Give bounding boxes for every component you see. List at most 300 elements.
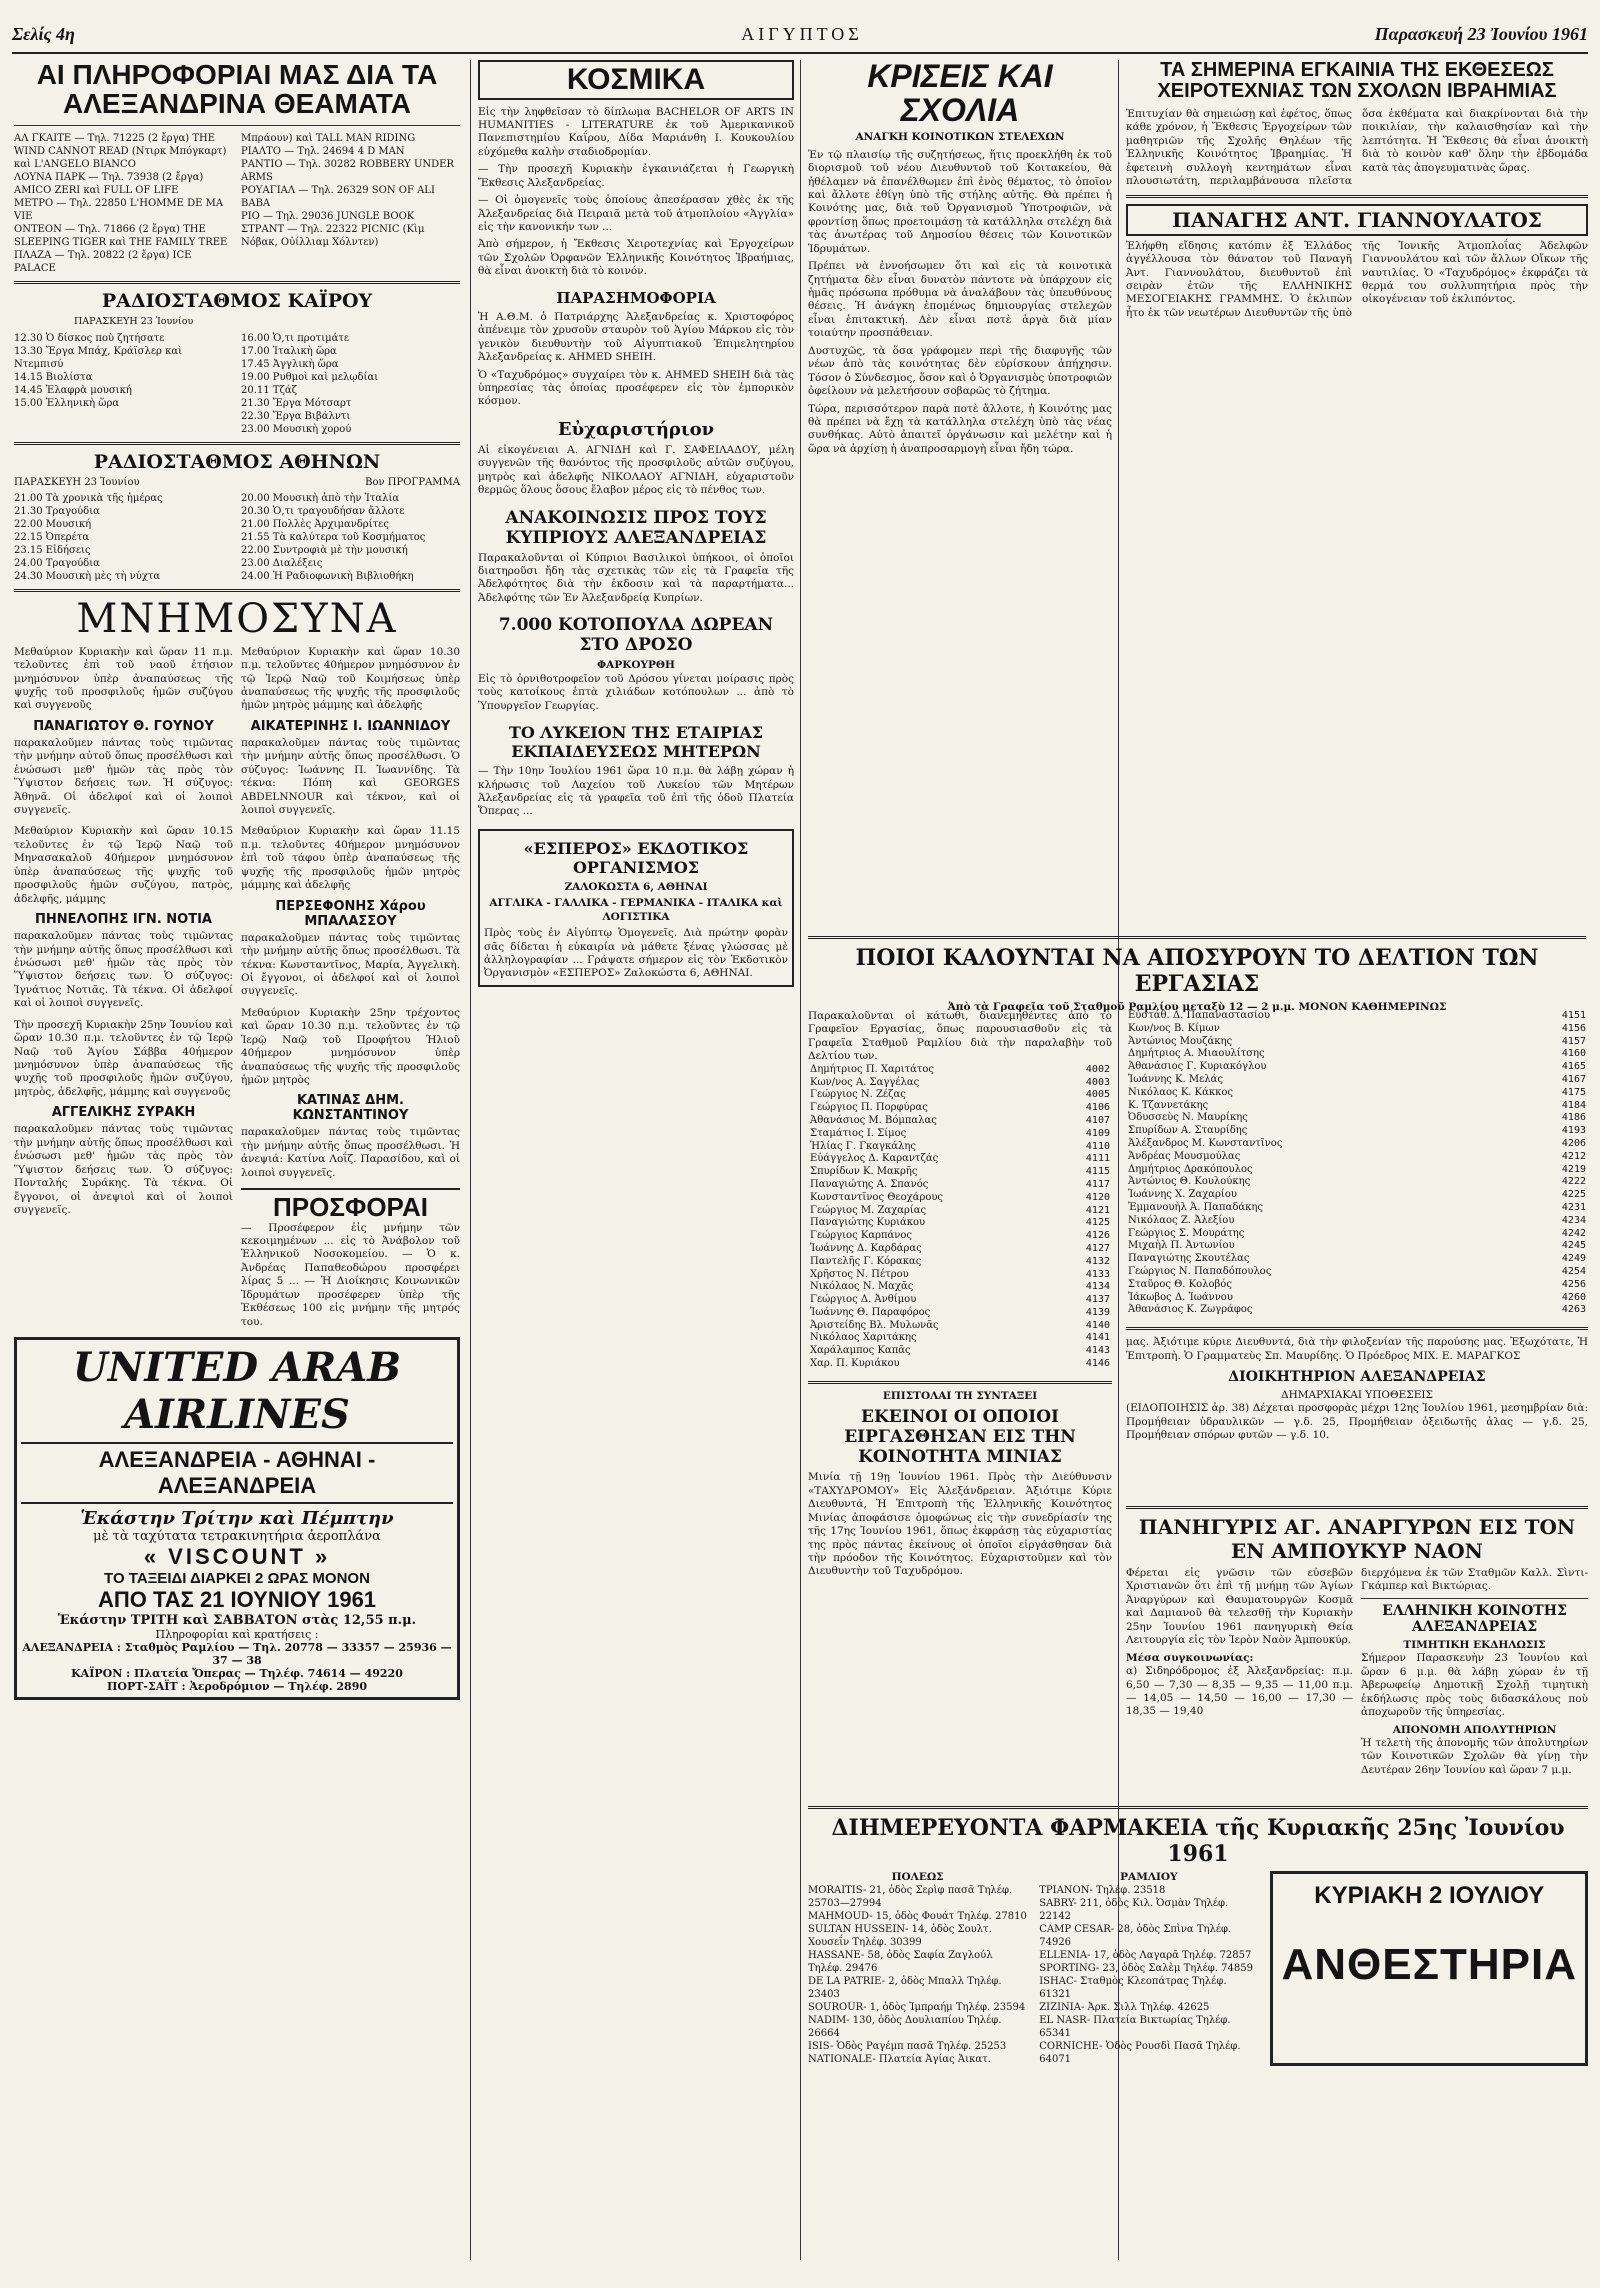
worker-number: 4003 — [1085, 1076, 1110, 1088]
uaa-aircraft: « VISCOUNT » — [143, 1544, 331, 1570]
worker-number: 4156 — [1561, 1022, 1586, 1034]
pharmacies-left — [808, 1884, 1027, 2066]
worker-number: 4005 — [1085, 1089, 1110, 1101]
dorea-text: Εἰς τὸ ὀρνιθοτροφεῖον τοῦ Δρόσου γίνεται μοίρασις πρὸς τοὺς κατοίκους ἑπτὰ χιλιάδων κοτόπουλων ... ἀπὸ τὸ Ὑπουργεῖον Γεωργίας. — [478, 672, 794, 712]
section-bottom — [808, 1800, 1588, 2066]
pharmacies-left-head: ΠΟΛΕΩΣ — [891, 1871, 944, 1883]
radio-athens-left — [14, 492, 233, 583]
radio-item: 14.45 Ἐλαφρὰ μουσική — [14, 384, 132, 396]
esperos-address: ΖΑΛΟΚΩΣΤΑ 6, ΑΘΗΝΑΙ — [564, 880, 708, 893]
worker-number: 4137 — [1085, 1294, 1110, 1306]
pharmacies-right-head: ΡΑΜΛΙΟΥ — [1120, 1871, 1178, 1883]
kosmika-p1: Εἰς τὴν ληφθεῖσαν τὸ δίπλωμα BACHELOR OF ARTS IN HUMANITIES - LITERATURE ἐκ τοῦ Ἀμερικανικοῦ Πανεπιστημίου Καΐρου, Δίδα Μαριάνθη Ι. Κουκουλίου εὐχόμεθα καλὴν σταδιοδρομίαν. — [478, 105, 794, 158]
worker-number: 4186 — [1561, 1112, 1586, 1124]
table-row — [808, 1294, 1112, 1307]
community-text: Σήμερον Παρασκευὴν 23 Ἰουνίου καὶ ὥραν 6 μ.μ. θὰ λάβῃ χώραν ἐν τῇ Ἀβερωφείῳ Δημοτικῇ Σχολῇ τιμητικὴ ἐκδήλωσις πρὸς τοὺς διδασκάλους ποὺ ἀποχωροῦν τῆς ὑπηρεσίας. — [1361, 1652, 1588, 1719]
panigyris-grid — [1126, 1567, 1588, 1777]
memorial-name: ΑΓΓΕΛΙΚΗΣ ΣΥΡΑΚΗ — [51, 1105, 196, 1121]
worker-name: Κωνσταντῖνος Θεοχάρους — [810, 1191, 944, 1203]
pharmacy-entry: EL NASR- Πλατεία Βικτωρίας Τηλέφ. 65341 — [1039, 2015, 1231, 2040]
offerings-heading: ΠΡΟΣΦΟΡΑΙ — [241, 1188, 460, 1221]
column-rule — [470, 60, 471, 2260]
panigyris-times: α) Σιδηρόδρομος ἐξ Ἀλεξανδρείας: π.μ. 6,50 — 7,30 — 8,35 — 9,35 — 11,00 π.μ. — 14,05 — 14,50 — 16,00 — 17,30 — 18,35 — 19,40 — [1126, 1665, 1353, 1718]
table-row — [808, 1128, 1112, 1141]
radio-cairo-left — [14, 332, 233, 436]
radio-item: 17.00 Ἰταλικὴ ὥρα — [241, 345, 337, 357]
table-row — [1126, 1176, 1588, 1189]
worker-number: 4141 — [1085, 1332, 1110, 1344]
worker-number: 4140 — [1085, 1319, 1110, 1331]
memorial-intro: Μεθαύριον Κυριακὴν καὶ ὥραν 10.15 τελοῦντες ἐν τῷ Ἱερῷ Ναῷ τοῦ Μηνασακαλοῦ 40ήμερον μνημόσυνον ὑπὲρ ἀναπαύσεως τῆς ψυχῆς τοῦ προσφιλοῦς ἡμῶν συζύγου, πατρὸς, ἀδελφῆς, μάμμης — [14, 825, 233, 905]
memorial-notice — [14, 1019, 233, 1218]
worker-name: Γεώργιος Ν. Παπαδόπουλος — [1128, 1265, 1272, 1277]
kosmika-p2: — Τὴν προσεχῆ Κυριακὴν ἐγκαινιάζεται ἡ Γεωργικὴ Ἔκθεσις Ἀλεξανδρείας. — [478, 163, 794, 189]
table-row — [1126, 1074, 1588, 1087]
radio-item: 13.30 Ἔργα Μπάχ, Κράϊσλερ καὶ Ντεμπισύ — [14, 345, 183, 370]
worker-name: Γεώργιος Δ. Ἀνθίμου — [810, 1294, 917, 1306]
radio-item: 20.00 Μουσικὴ ἀπὸ τὴν Ἰταλία — [241, 492, 400, 504]
worker-name: Σταῦρος Θ. Κολοβός — [1128, 1278, 1232, 1290]
worker-name: Σταμάτιος Ι. Σίμος — [810, 1127, 907, 1139]
cinema-listing: ΣΤΡΑΝΤ — Τηλ. 22322 PICNIC (Κὶμ Νόβακ, Οὐίλλιαμ Χόλντεν) — [241, 223, 425, 248]
column-entertainment — [14, 60, 460, 1700]
worker-name: Χρῆστος Ν. Πέτρου — [810, 1268, 909, 1280]
radio-item: 23.00 Μουσικὴ χορού — [241, 423, 352, 435]
shows-heading: ΑΙ ΠΛΗΡΟΦΟΡΙΑΙ ΜΑΣ ΔΙΑ ΤΑ ΑΛΕΞΑΝΔΡΙΝΑ ΘΕΑΜΑΤΑ — [36, 60, 438, 120]
table-row — [808, 1217, 1112, 1230]
shows-list-right — [241, 132, 460, 275]
worker-name: Δημήτριος Δρακόπουλος — [1128, 1163, 1253, 1175]
worker-number: 4165 — [1561, 1061, 1586, 1073]
table-row — [1126, 1010, 1588, 1023]
table-row — [1126, 1266, 1588, 1279]
table-row — [1126, 1023, 1588, 1036]
table-row — [1126, 1189, 1588, 1202]
worker-name: Ὀδυσσεὺς Ν. Μαυρίκης — [1128, 1112, 1248, 1124]
radio-item: 20.30 Ὁ,τι τραγουδήσαν ἄλλοτε — [241, 505, 405, 517]
thanks-text: Αἱ εἰκογένειαι Α. ΑΓΝΙΔΗ καὶ Γ. ΣΑΦΕΙΛΑΔΟΥ, μέλη συγγενῶν τῆς θανόντος τῆς προσφιλοῦς αὐτῶν συζύγου, μητρὸς καὶ ἀδελφῆς ΝΙΚΟΛΑΟΥ ΑΓΝΙΔΗ, εὐχαριστοῦν θερμῶς ὅλους ὅσους ἔλαβον μέρος εἰς τὸ πένθος των. — [478, 443, 794, 497]
worker-name: Ἀνδρέας Μουσμούλας — [1128, 1150, 1241, 1162]
radio-item: 12.30 Ὁ δίσκος ποὺ ζητήσατε — [14, 332, 165, 344]
cinema-listing: ΜΕΤΡΟ — Τηλ. 22850 L'HOMME DE MA VIE — [14, 197, 224, 222]
uaa-days: Ἑκάστην Τρίτην καὶ Πέμπτην — [80, 1508, 394, 1530]
pharmacies-heading: ΔΙΗΜΕΡΕΥΟΝΤΑ ΦΑΡΜΑΚΕΙΑ τῆς Κυριακῆς 25ης Ἰουνίου 1961 — [831, 1815, 1565, 1867]
table-row — [1126, 1228, 1588, 1241]
table-row — [1126, 1061, 1588, 1074]
radio-item: 24.00 Ἡ Ραδιοφωνικὴ Βιβλιοθήκη — [241, 570, 414, 582]
worker-number: 4254 — [1561, 1265, 1586, 1277]
memorial-name: ΚΑΤΙΝΑΣ ΔΗΜ. ΚΩΝΣΤΑΝΤΙΝΟΥ — [292, 1093, 409, 1124]
table-row — [808, 1230, 1112, 1243]
pharmacies-grid — [808, 1871, 1588, 2066]
community-heading: ΕΛΛΗΝΙΚΗ ΚΟΙΝΟΤΗΣ ΑΛΕΞΑΝΔΡΕΙΑΣ — [1361, 1598, 1588, 1635]
table-row — [808, 1243, 1112, 1256]
table-row — [808, 1307, 1112, 1320]
cyprus-heading: ΑΝΑΚΟΙΝΩΣΙΣ ΠΡΟΣ ΤΟΥΣ ΚΥΠΡΙΟΥΣ ΑΛΕΞΑΝΔΡΕΙΑΣ — [505, 507, 767, 548]
worker-name: Ἀντώνιος Θ. Κουλούκης — [1128, 1176, 1251, 1188]
offerings-text: — Προσέφερον ἐἰς μνήμην τῶν κεκοιμημένων ... εἰς τὸ Ἀνάβολον τοῦ Ἑλληνικοῦ Νοσοκομείου. — Ὁ κ. Ἀνδρέας Παπαθεοδώρου προσφέρει λίρας 5 ... — Ἡ Διοίκησις Κοινωνικῶν Ἱδρυμάτων προσέφερεν ὑπὲρ τῆς Ἐκθέσεως 100 εἰς μνήμην τῆς μητρός του. — [241, 1221, 460, 1328]
radio-cairo-right — [241, 332, 460, 436]
anthestiria-date: ΚΥΡΙΑΚΗ 2 ΙΟΥΛΙΟΥ — [1314, 1882, 1545, 1909]
table-row — [808, 1345, 1112, 1358]
kriseis-p2: Πρέπει νὰ ἐννοήσωμεν ὅτι καὶ εἰς τὰ κοινοτικὰ ζητήματα δὲν εἶναι δυνατὸν πάντοτε νὰ ὑπάρχουν εἰς ἡμᾶς πρόσωπα πρόθυμα νὰ ἀναλάβουν τὰς ὑπευθύνους θέσεις. Ἡ ἀνάγκη ἑπομένως δημιουργίας στελεχῶν εἶναι ἐπιτακτική. Δὲν εἶναι ποτὲ ἀργὰ διὰ μίαν τοιαύτην προσπάθειαν. — [808, 260, 1112, 340]
table-row — [808, 1205, 1112, 1218]
worker-name: Ἀντώνιος Μουζάκης — [1128, 1035, 1233, 1047]
pharmacy-entry: NATIONALE- Πλατεία Ἀγίας Ἀικατ. — [808, 2054, 991, 2066]
worker-name: Δημήτριος Α. Μιαουλίτσης — [1128, 1048, 1265, 1060]
table-row — [1126, 1087, 1588, 1100]
lyceum-heading: ΤΟ ΛΥΚΕΙΟΝ ΤΗΣ ΕΤΑΙΡΙΑΣ ΕΚΠΑΙΔΕΥΣΕΩΣ ΜΗΤΕΡΩΝ — [508, 723, 764, 762]
letters-notice: (ΕΙΔΟΠΟΙΗΣΙΣ ἀρ. 38) Δέχεται προσφορὰς μέχρι 12ης Ἰουλίου 1961, μεσημβρίαν διὰ: Προμήθειαν ὑδραυλικῶν — γ.δ. 25, Προμήθειαν ὀξειδωτῆς ἁλας — γ.δ. 25, Προμήθειαν σπόρων φυτῶν — γ.δ. 10. — [1126, 1402, 1588, 1442]
table-row — [1126, 1279, 1588, 1292]
pharmacy-entry: HASSANE- 58, ὁδὸς Σαφία Ζαγλούλ Τηλέφ. 29476 — [808, 1950, 993, 1975]
memorial-name: ΠΗΝΕΛΟΠΗΣ ΙΓΝ. ΝΟΤΙΑ — [35, 912, 212, 928]
worker-name: Ἐμμανουὴλ Ἀ. Παπαδάκης — [1128, 1201, 1263, 1213]
radio-item: 24.30 Μουσικὴ μὲς τὴ νύχτα — [14, 570, 161, 582]
radio-item: 20.11 Τζάζ — [241, 384, 298, 396]
memorial-name: ΠΑΝΑΓΙΩΤΟΥ Θ. ΓΟΥΝΟΥ — [33, 718, 214, 734]
cinema-listing: ΛΟΥΝΑ ΠΑΡΚ — Τηλ. 73938 (2 ἔργα) AMICO ZERI καὶ FULL OF LIFE — [14, 171, 204, 196]
letters-right: μας. Ἀξιότιμε κύριε Διευθυντά, διὰ τὴν φιλοξενίαν τῆς παρούσης μας. Ἐξωχότατε, Ἡ Ἐπιτροπὴ. Ὁ Γραμματεὺς Σπ. Μαυρίδης. Ὁ Πρόεδρος ΜΙΧ. Ε. ΜΑΡΑΓΚΟΣ — [1126, 1336, 1588, 1362]
table-row — [1126, 1151, 1588, 1164]
esperos-advert — [478, 829, 794, 987]
memorial-body: παρακαλοῦμεν πάντας τοὺς τιμῶντας τὴν μνήμην αὐτῆς ὅπως προσέλθωσι. Τὰ τέκνα: Κωνσταντῖνος, Μαρία, Ἀγγελικὴ. Οἱ ἔγγονοι, οἱ ἀδελφοί καὶ οἱ λοιποὶ συγγενεῖς. — [241, 931, 460, 998]
worker-name: Ἠλίας Γ. Γκαγκάλης — [810, 1140, 916, 1152]
kriseis-subtitle: ΑΝΑΓΚΗ ΚΟΙΝΟΤΙΚΩΝ ΣΤΕΛΕΧΩΝ — [855, 131, 1065, 144]
cyprus-text: Παρακαλοῦνται οἱ Κύπριοι Βασιλικοὶ ὑπήκοοι, οἱ ὁποῖοι διατηροῦσι ἤδη τὰς σχετικὰς τῶν εἰς τὰ Γραφεῖα τῆς Ἀδελφότητος διὰ τὴν ἐκδοσιν καὶ τὰ παραρτήματα... Ἀδελφότης τῶν Ἐν Ἀλεξανδρείᾳ Κυπρίων. — [478, 551, 794, 604]
table-row — [808, 1166, 1112, 1179]
worker-name: Ἀριστείδης Βλ. Μυλωνᾶς — [810, 1319, 939, 1331]
memorial-intro: Τὴν προσεχῆ Κυριακὴν 25ην Ἰουνίου καὶ ὥραν 10.30 π.μ. τελοῦντες ἐν τῷ Ἱερῷ Ναῷ τοῦ Ἁγίου Σάββα 40ήμερον μνημόσυνον ὑπὲρ ἀναπαύσεως τῆς ψυχῆς τοῦ προσφιλοῦς ἡμῶν συζύγου, μητρὸς, ἀδελφῆς, μάμμης καὶ συγγενοῦς — [14, 1018, 233, 1098]
radio-athens-day: ΠΑΡΑΣΚΕΥΗ 23 Ἰουνίου — [14, 476, 140, 488]
radio-cairo-heading: ΡΑΔΙΟΣΤΑΘΜΟΣ ΚΑΪΡΟΥ — [101, 289, 373, 312]
esperos-languages: ΑΓΓΛΙΚΑ - ΓΑΛΛΙΚΑ - ΓΕΡΜΑΝΙΚΑ - ΙΤΑΛΙΚΑ καὶ ΛΟΓΙΣΤΙΚΑ — [489, 897, 783, 923]
uaa-advert — [14, 1337, 460, 1700]
worker-number: 4106 — [1085, 1102, 1110, 1114]
worker-number: 4219 — [1561, 1163, 1586, 1175]
memorial-name: ΠΕΡΣΕΦΟΝΗΣ Χάρου ΜΠΑΛΑΣΣΟΥ — [275, 898, 426, 929]
uaa-schedule: Ἑκάστην ΤΡΙΤΗ καὶ ΣΑΒΒΑΤΟΝ στὰς 12,55 π.μ. — [57, 1613, 417, 1629]
worker-name: Νικόλαος Ζ. Ἀλεξίου — [1128, 1214, 1235, 1226]
worker-number: 4117 — [1085, 1178, 1110, 1190]
radio-item: 19.00 Ρυθμοὶ καὶ μελῳδίαι — [241, 371, 379, 383]
radio-athens-heading: ΡΑΔΙΟΣΤΑΘΜΟΣ ΑΘΗΝΩΝ — [93, 450, 381, 473]
worker-name: Ἀθανάσιος Κ. Ζωγράφος — [1128, 1304, 1253, 1316]
panigyris-heading: ΠΑΝΗΓΥΡΙΣ ΑΓ. ΑΝΑΡΓΥΡΩΝ ΕΙΣ ΤΟΝ ΕΝ ΑΜΠΟΥΚΥΡ ΝΑΟΝ — [1138, 1515, 1576, 1563]
worker-number: 4111 — [1085, 1153, 1110, 1165]
shows-listings — [14, 132, 460, 275]
worker-name: Ἀθανάσιος Γ. Κυριακόγλου — [1128, 1061, 1267, 1073]
worker-number: 4175 — [1561, 1086, 1586, 1098]
zones-list-area — [808, 1010, 1112, 1579]
radio-item: 21.30 Ἔργα Μότσαρτ — [241, 397, 352, 409]
memorial-notice — [14, 825, 233, 1010]
letters-signoff-sub: ΔΗΜΑΡΧΙΑΚΑΙ ΥΠΟΘΕΣΕΙΣ — [1281, 1389, 1433, 1401]
uaa-info: Πληροφορίαι καὶ κρατήσεις : — [155, 1628, 319, 1642]
page-label: Σελίς 4η — [12, 24, 75, 44]
paper-name: ΑΙΓΥΠΤΟΣ — [741, 24, 863, 44]
pharmacy-entry: ΤΡΙΑΝΟΝ- Τηλέφ. 23518 — [1039, 1885, 1166, 1897]
memorial-intro: Μεθαύριον Κυριακὴν καὶ ὥραν 10.30 π.μ. τελοῦντες 40ήμερον μνημόσυνον ἐν τῷ Ἱερῷ Ναῷ τοῦ Κοιμήσεως ὑπὲρ ἀναπαύσεως τῆς ψυχῆς τῆς προσφιλοῦς ἡμῶν μητρὸς μάμμης καὶ ἀδελφῆς — [241, 645, 460, 712]
pharmacy-entry: SPORTING- 23, ὁδὸς Σαλὲμ Τηλέφ. 74859 — [1039, 1963, 1253, 1975]
worker-name: Ἀλέξανδρος Μ. Κωνσταντῖνος — [1128, 1137, 1283, 1149]
giannoulatos-heading: ΠΑΝΑΓΗΣ ΑΝΤ. ΓΙΑΝΝΟΥΛΑΤΟΣ — [1126, 204, 1588, 236]
esperos-text: Πρὸς τοὺς ἐν Αἰγύπτῳ Ὁμογενεῖς. Διὰ πρώτην φορὰν σᾶς δίδεται ἡ εὐκαιρία νὰ μάθετε ξένας γλώσσας μὲ ἀλληλογραφίαν ... Γράψατε σήμερον εἰς τὸν Ἐκδοτικὸν Ὀργανισμὸν «ΕΣΠΕΡΟΣ» Ζαλοκώστα 6, ΑΘΗΝΑΙ. — [484, 927, 788, 980]
radio-item: 17.45 Ἀγγλικὴ ὥρα — [241, 358, 339, 370]
table-row — [808, 1141, 1112, 1154]
table-row — [808, 1332, 1112, 1345]
worker-name: Ἰωάννης Δ. Καρδάρας — [810, 1242, 922, 1254]
worker-number: 4109 — [1085, 1127, 1110, 1139]
anthestiria-advert — [1270, 1871, 1588, 2066]
table-row — [1126, 1036, 1588, 1049]
worker-name: Γεώργιος Μ. Ζαχαρίας — [810, 1204, 927, 1216]
cinema-listing: ΑΛ ΓΚΑΙΤΕ — Τηλ. 71225 (2 ἔργα) THE WIND CANNOT READ (Ντιρκ Μπόγκαρτ) καὶ L'ANGELO BIANCO — [14, 132, 227, 170]
panigyris-times-label: Μέσα συγκοινωνίας: — [1126, 1651, 1254, 1664]
kosmika-p4: Ἀπὸ σήμερον, ἡ Ἔκθεσις Χειροτεχνίας καὶ Ἐργοχείρων τῶν Σχολῶν Ὀρφανῶν Ἑλληνικῆς Κοινότητος Ἰβραήμιας, θὰ εἶναι ἀνοικτὴ διὰ τὸ κοινόν. — [478, 238, 794, 278]
pharmacy-entry: MORAITIS- 21, ὁδὸς Σερὶφ πασᾶ Τηλέφ. 25703—27994 — [808, 1885, 1013, 1910]
radio-item: 15.00 Ἑλληνικὴ ὥρα — [14, 397, 120, 409]
pharmacy-entry: CORNICHE- Ὁδὸς Ρουσδὶ Πασᾶ Τηλέφ. 64071 — [1039, 2041, 1241, 2066]
section-employment — [808, 930, 1586, 1014]
column-commentary — [808, 60, 1112, 456]
memorial-notice — [241, 646, 460, 818]
radio-item: 16.00 Ὁ,τι προτιμάτε — [241, 332, 350, 344]
worker-name: Παναγιώτης Α. Σπανός — [810, 1178, 929, 1190]
worker-name: Γεώργιος Καρπάνος — [810, 1230, 912, 1242]
radio-item: 24.00 Τραγούδια — [14, 557, 100, 569]
ekthesis-text: Ἐπιτυχίαν θὰ σημειώσῃ καὶ ἐφέτος, ὅπως κάθε χρόνον, ἡ Ἔκθεσις Ἐργοχείρων τῶν μαθητριῶν τῆς Σχολῆς Θηλέων τῆς Ἑλληνικῆς Κοινότητος Ἰβραημίας. Ἡ ἐφετεινὴ συλλογὴ κεντημάτων εἶναι πλουσιωτάτη, περιλαμβάνουσα πλεῖστα ὅσα ἐκθέματα καὶ διακρίνονται διὰ τὴν ποικιλίαν, τὴν καλαισθησίαν καὶ τὴν λεπτότητα. Ἡ Ἔκθεσις θὰ εἶναι ἀνοικτὴ διὰ τὸ κοινὸν καθ' ὅλην τὴν ἑβδομάδα κατὰ τὰς ἀπογευματινὰς ὥρας. — [1126, 108, 1588, 188]
section-lower-right — [1126, 1500, 1588, 1777]
cinema-listing: ΡΟΥΑΓΙΑΛ — Τηλ. 26329 SON OF ALI BABA — [241, 184, 435, 209]
memorial-notice — [14, 646, 233, 818]
table-row — [808, 1153, 1112, 1166]
worker-number: 4121 — [1085, 1204, 1110, 1216]
worker-number: 4256 — [1561, 1278, 1586, 1290]
worker-number: 4126 — [1085, 1230, 1110, 1242]
worker-number: 4160 — [1561, 1048, 1586, 1060]
zones-right-area — [1126, 1010, 1588, 1443]
kriseis-p1: Ἐν τῷ πλαισίῳ τῆς συζητήσεως, ἥτις προεκλήθη ἐκ τοῦ διορισμοῦ τοῦ νέου Διευθυντοῦ τοῦ Κοιτακείου, θὰ ἠθέλαμεν νὰ ἐπανέλθωμεν ἐπὶ ἑνὸς θέματος, τὸ ὁποῖον καὶ ἄλλοτε ἐθίγη ὑπὸ τῆς στήλης αὐτῆς. Θὰ πρέπει ἡ Κοινότης μας, διὰ τοῦ Ὀργανισμοῦ Ὑποτροφιῶν, νὰ φροντίσῃ ὅπως προετοιμάσῃ τὰ κατάλληλα στελέχη διὰ τὰς ἀνωτέρας τοῦ Δημοσίου θέσεις τῶν Κοινοτικῶν Ἱδρυμάτων. — [808, 148, 1112, 255]
decoration-text: Ἡ Α.Θ.Μ. ὁ Πατριάρχης Ἀλεξανδρείας κ. Χριστοφόρος ἀπένειμε τὸν χρυσοῦν σταυρὸν τοῦ Ἁγίου Μάρκου εἰς τὸν γενικὸν διευθυντὴν τοῦ Αἰγυπτιακοῦ Ἐπιμελητηρίου Ἀλεξανδρείας κ. AHMED SHEIH. — [478, 310, 794, 364]
memorial-name: ΑΙΚΑΤΕΡΙΝΗΣ Ι. ΙΩΑΝΝΙΔΟΥ — [250, 718, 451, 734]
worker-number: 4139 — [1085, 1306, 1110, 1318]
table-row — [1126, 1202, 1588, 1215]
zones-table-right — [1126, 1010, 1588, 1317]
worker-name: Κ. Τζαννετάκης — [1128, 1099, 1209, 1111]
worker-name: Νικόλαος Ν. Μαχᾶς — [810, 1281, 914, 1293]
cinema-listing: ΡΑΝΤΙΟ — Τηλ. 30282 ROBBERY UNDER ARMS — [241, 158, 454, 183]
memorial-body: παρακαλοῦμεν πάντας τοὺς τιμῶντας τὴν μνήμην αὐτῆς ὅπως προσέλθωσι. Ὁ σύζυγος: Ἰωάννης Π. Ἰωαννίδης. Τὰ τέκνα: Πόπη καὶ GEORGES ABDELNNOUR καὶ τέκνον, καὶ οἱ λοιποὶ συγγενεῖς. — [241, 736, 460, 817]
cinema-listing: ΟΝΤΕΟΝ — Τηλ. 71866 (2 ἔργα) THE SLEEPING TIGER καὶ THE FAMILY TREE — [14, 223, 228, 248]
worker-number: 4157 — [1561, 1035, 1586, 1047]
worker-name: Δημήτριος Π. Χαριτάτος — [810, 1063, 935, 1075]
cinema-listing: Μπράουν) καὶ TALL MAN RIDING — [241, 132, 416, 144]
memorial-body: παρακαλοῦμεν πάντας τοὺς τιμῶντας τὴν μνήμην αὐτῆς ὅπως προσέλθωσι καὶ ἑνώσωσι μεθ' ἡμῶν τὰς πρὸς τὸν Ὕψιστον δεήσεις των. Ὁ σύζυγος: Ἰγνάτιος Νοτιᾶς. Τὰ τέκνα. Οἱ ἀδελφοί καὶ οἱ λοιποὶ συγγενεῖς. — [14, 930, 233, 1010]
table-row — [808, 1256, 1112, 1269]
table-row — [808, 1320, 1112, 1333]
community-sub: ΤΙΜΗΤΙΚΗ ΕΚΔΗΛΩΣΙΣ — [1403, 1638, 1546, 1651]
worker-name: Παναγιώτης Σκουτέλας — [1128, 1253, 1250, 1265]
worker-number: 4234 — [1561, 1214, 1586, 1226]
worker-name: Γεώργιος Σ. Μουράτης — [1128, 1227, 1245, 1239]
worker-name: Κων/νος Α. Σαγγέλας — [810, 1076, 920, 1088]
column-events — [1126, 60, 1588, 320]
radio-item: 21.30 Τραγούδια — [14, 505, 100, 517]
worker-number: 4132 — [1085, 1255, 1110, 1267]
worker-name: Νικόλαος Χαριτάκης — [810, 1332, 917, 1344]
uaa-port-said: ΠΟΡΤ-ΣΑΪΤ : Ἀεροδρόμιον — Τηλέφ. 2890 — [106, 1680, 368, 1694]
kriseis-p3: Δυστυχῶς, τὰ ὅσα γράφομεν περὶ τῆς διαφυγῆς τῶν νέων ἀπὸ τὰς κοινότητας δὲν εὑρίσκουν ἀπήχησιν. Τόσον ὁ Σύνδεσμος, ὅσον καὶ ὁ Ὀργανισμὸς ὑποτροφιῶν ὀφείλουν νὰ μελετήσουν σοβαρῶς τὸ ζήτημα. — [808, 344, 1112, 398]
column-society — [478, 60, 794, 987]
cinema-listing: ΠΛΑΖΑ — Τηλ. 20822 (2 ἔργα) ICE PALACE — [14, 249, 192, 274]
worker-number: 4167 — [1561, 1073, 1586, 1085]
table-row — [1126, 1112, 1588, 1125]
letters-heading: ΕΚΕΙΝΟΙ ΟΙ ΟΠΟΙΟΙ ΕΙΡΓΑΣΘΗΣΑΝ ΕΙΣ ΤΗΝ ΚΟΙΝΟΤΗΤΑ ΜΙΝΙΑΣ — [844, 1407, 1076, 1468]
memorials-heading: ΜΝΗΜΟΣΥΝΑ — [76, 595, 398, 642]
worker-number: 4249 — [1561, 1253, 1586, 1265]
memorials-left — [14, 646, 233, 1329]
table-row — [808, 1102, 1112, 1115]
shows-list-left — [14, 132, 233, 275]
table-row — [1126, 1292, 1588, 1305]
worker-number: 4184 — [1561, 1099, 1586, 1111]
worker-number: 4134 — [1085, 1281, 1110, 1293]
pharmacy-entry: ISIS- Ὁδὸς Ραγέμπ πασᾶ Τηλέφ. 25253 — [808, 2041, 1007, 2053]
worker-number: 4212 — [1561, 1150, 1586, 1162]
memorial-intro: Μεθαύριον Κυριακὴν καὶ ὥραν 11 π.μ. τελοῦντες ἐπὶ τοῦ ναοῦ ἐτήσιον μνημόσυνον ὑπὲρ ἀναπαύσεως τῆς ψυχῆς τοῦ προσφιλοῦς ἡμῶν συζύγου καὶ συγγενοῦς — [14, 645, 233, 712]
anthestiria-word: ΑΝΘΕΣΤΗΡΙΑ — [1281, 1940, 1577, 1989]
dorea-sub: ΦΑΡΚΟΥΡΘΗ — [597, 659, 675, 672]
column-rule — [800, 60, 801, 2260]
table-row — [808, 1179, 1112, 1192]
uaa-cairo: ΚΑΪΡΟΝ : Πλατεία Ὄπερας — Τηλέφ. 74614 — 49220 — [71, 1667, 403, 1681]
worker-name: Κων/νος Β. Κίμων — [1128, 1022, 1220, 1034]
panigyris-right: διερχόμενα ἐκ τῶν Σταθμῶν Καλλ. Σὶντι-Γκάμπερ καὶ Βικτώριας. — [1361, 1567, 1588, 1593]
esperos-heading: «ΕΣΠΕΡΟΣ» ΕΚΔΟΤΙΚΟΣ ΟΡΓΑΝΙΣΜΟΣ — [523, 838, 749, 877]
cinema-listing: ΡΙΑΛΤΟ — Τηλ. 24694 4 D MAN — [241, 145, 405, 157]
worker-number: 4222 — [1561, 1176, 1586, 1188]
radio-athens-right — [241, 492, 460, 583]
uaa-start-date: ΑΠΟ ΤΑΣ 21 ΙΟΥΝΙΟΥ 1961 — [97, 1587, 377, 1613]
community-sub2: ΑΠΟΝΟΜΗ ΑΠΟΛΥΤΗΡΙΩΝ — [1392, 1723, 1557, 1736]
worker-number: 4242 — [1561, 1227, 1586, 1239]
memorial-intro: Μεθαύριον Κυριακὴν 25ην τρέχοντος καὶ ὥραν 10.30 π.μ. τελοῦντες ἐν τῷ Ἱερῷ Ναῷ τοῦ Προφήτου Ἠλιοῦ 40ήμερον μνημόσυνον ὑπὲρ ἀναπαύσεως τῆς ψυχῆς τῆς προσφιλοῦς ἡμῶν μητρὸς — [241, 1006, 460, 1087]
uaa-brand: UNITED ARAB AIRLINES — [72, 1344, 402, 1439]
radio-item: 21.00 Τὰ χρονικὰ τῆς ἡμέρας — [14, 492, 163, 504]
radio-item: 22.15 Ὀπερέτα — [14, 531, 90, 543]
table-row — [1126, 1048, 1588, 1061]
worker-name: Ἰωάννης Θ. Παραφόρος — [810, 1306, 931, 1318]
worker-name: Σπυρίδων Κ. Μακρῆς — [810, 1166, 918, 1178]
memorial-body: παρακαλοῦμεν πάντας τοὺς τιμῶντας τὴν μνήμην αὐτοῦ ὅπως προσέλθωσι καὶ ἑνώσωσι μεθ' ἡμῶν τὰς πρὸς τὸν Ὕψιστον δεήσεις των. Ἡ σύζυγος: Ἀθηνᾶ. Οἱ ἀδελφοί καὶ οἱ λοιποὶ συγγενεῖς. — [14, 736, 233, 817]
dorea-heading: 7.000 ΚΟΤΟΠΟΥΛΑ ΔΩΡΕΑΝ ΣΤΟ ΔΡΟΣΟ — [498, 615, 774, 656]
panigyris-text: Φέρεται εἰς γνῶσιν τῶν εὐσεβῶν Χριστιανῶν ὅτι ἐπὶ τῇ μνήμῃ τῶν Ἁγίων Ἀναργύρων καὶ Θαυματουργῶν Κοσμᾶ καὶ Δαμιανοῦ θὰ τελεσθῇ τὴν Κυριακὴν 25ην Ἰουνίου 1961 πανηγυρικὴ Θεία Λειτουργία εἰς τὸν Ἱερὸν Ναὸν Ἀμπουκύρ. — [1126, 1567, 1353, 1647]
worker-number: 4110 — [1085, 1140, 1110, 1152]
radio-item: 22.00 Συντροφιὰ μὲ τὴν μουσική — [241, 544, 408, 556]
worker-number: 4193 — [1561, 1125, 1586, 1137]
letters-kicker: ΕΠΙΣΤΟΛΑΙ ΤΗ ΣΥΝΤΑΞΕΙ — [882, 1389, 1038, 1402]
memorial-body: παρακαλοῦμεν πάντας τοὺς τιμῶντας τὴν μνήμην αὐτῆς ὅπως προσέλθωσι. Ἡ ἀνεψιά: Κατίνα Λοΐζ. Παρασίδου, καὶ οἱ λοιποὶ συγγενεῖς. — [241, 1126, 460, 1179]
worker-number: 4260 — [1561, 1291, 1586, 1303]
table-row — [1126, 1253, 1588, 1266]
ekthesis-heading: ΤΑ ΣΗΜΕΡΙΝΑ ΕΓΚΑΙΝΙΑ ΤΗΣ ΕΚΘΕΣΕΩΣ ΧΕΙΡΟΤΕΧΝΙΑΣ ΤΩΝ ΣΧΟΛΩΝ ΙΒΡΑΗΜΙΑΣ — [1157, 60, 1557, 102]
kosmika-heading: ΚΟΣΜΙΚΑ — [478, 60, 794, 100]
table-row — [1126, 1138, 1588, 1151]
worker-name: Ἰάκωβος Δ. Ἰωάννου — [1128, 1291, 1233, 1303]
table-row — [1126, 1100, 1588, 1113]
kriseis-p4: Τώρα, περισσότερον παρὰ ποτὲ ἄλλοτε, ἡ Κοινότης μας θὰ πρέπει νὰ ἔχῃ τὰ κατάλληλα στελέχη ὑπὸ τὰς νέας συνθήκας. Αὐτὸ ἀπαιτεῖ ὀργάνωσιν καὶ μελέτην καὶ ἡ ὥρα νὰ ἀρχίσῃ ἡ ἀναπροσαρμογὴ εἶναι ἤδη τώρα. — [808, 402, 1112, 455]
uaa-alex: ΑΛΕΞΑΝΔΡΕΙΑ : Σταθμὸς Ραμλίου — Τηλ. 20778 — 33357 — 25936 — 37 — 38 — [22, 1641, 452, 1668]
cinema-listing: ΡΙΟ — Τηλ. 29036 JUNGLE BOOK — [241, 210, 415, 222]
worker-name: Σπυρίδων Α. Σταυρίδης — [1128, 1125, 1248, 1137]
pharmacy-entry: MAHMOUD- 15, ὁδὸς Φουάτ Τηλέφ. 27810 — [808, 1911, 1027, 1923]
giannoulatos-text: Ἐλήφθη εἴδησις κατόπιν ἐξ Ἑλλάδος ἀγγέλλουσα τὸν θάνατον τοῦ Παναγῆ Ἀντ. Γιαννουλάτου, διευθυντοῦ ἐπὶ σειρὰν ἐτῶν τῆς ΕΛΛΗΝΙΚΗΣ ΜΕΣΟΓΕΙΑΚΗΣ ΓΡΑΜΜΗΣ. Ὁ ἐκλιπὼν ἦτο ἐκ τῶν νεωτέρων Διευθυντῶν τῆς ὑπὸ τῆς Ἰονικῆς Ἀτμοπλοΐας Ἀδελφῶν Γιαννουλάτου καὶ τῶν ἄλλων Οἴκων τῆς ναυτιλίας. Ὁ «Ταχυδρόμος» ἐκφράζει τὰ θερμά του συλλυπητήρια πρὸς τὴν οἰκογένειαν τοῦ ἐκλιπόντος. — [1126, 239, 1588, 319]
table-row — [808, 1269, 1112, 1282]
memorial-notice — [241, 825, 460, 998]
table-row — [808, 1115, 1112, 1128]
pharmacy-entry: NADIM- 130, ὁδὸς Δουλιαπίου Τηλέφ. 26664 — [808, 2015, 1002, 2040]
zones-table-left — [808, 1064, 1112, 1371]
radio-item: 22.00 Μουσική — [14, 518, 92, 530]
worker-number: 4231 — [1561, 1201, 1586, 1213]
worker-name: Γεώργιος Ν. Ζέζας — [810, 1089, 906, 1101]
radio-item: 23.15 Εἰδήσεις — [14, 544, 91, 556]
memorials-grid — [14, 646, 460, 1329]
radio-item: 22.30 Ἔργα Βιβάλντι — [241, 410, 351, 422]
worker-name: Ἀθανάσιος Μ. Βόμπαλας — [810, 1114, 937, 1126]
radio-item: 23.00 Διαλέξεις — [241, 557, 323, 569]
pharmacy-entry: SULTAN HUSSEIN- 14, ὁδὸς Σουλτ. Χουσεΐν Τηλέφ. 30399 — [808, 1924, 992, 1949]
pharmacy-entry: ISHAC- Σταθμὸς Κλεοπάτρας Τηλέφ. 61321 — [1039, 1976, 1227, 2001]
pharmacy-entry: SABRY- 211, ὁδὸς Κιλ. Ὀσμὰν Τηλέφ. 22142 — [1039, 1898, 1229, 1923]
worker-number: 4143 — [1085, 1345, 1110, 1357]
memorial-intro: Μεθαύριον Κυριακὴν καὶ ὥραν 11.15 π.μ. τελοῦντες 40ήμερον μνημόσυνον ἐπὶ τοῦ τάφου ὑπὲρ ἀναπαύσεως τῆς ψυχῆς τῆς προσφιλοῦς ἡμῶν μητρὸς μάμμης καὶ ἀδελφῆς — [241, 825, 460, 892]
masthead — [12, 18, 1588, 54]
table-row — [1126, 1125, 1588, 1138]
worker-number: 4115 — [1085, 1166, 1110, 1178]
worker-name: Χαράλαμπος Καπᾶς — [810, 1345, 911, 1357]
radio-item: 21.00 Πολλὲς Ἀρχιμανδρίτες — [241, 518, 389, 530]
worker-name: Μιχαὴλ Π. Ἀντωνίου — [1128, 1240, 1235, 1252]
uaa-duration: ΤΟ ΤΑΞΕΙΔΙ ΔΙΑΡΚΕΙ 2 ΩΡΑΣ ΜΟΝΟΝ — [104, 1570, 370, 1588]
zones-intro: Παρακαλοῦνται οἱ κάτωθι, διανεμηθέντες ἀπὸ τὸ Γραφεῖον Εργασίας, ὅπως παρουσιασθοῦν εἰς τὰ Γραφεῖα Σταθμοῦ Ραμλίου διὰ τὴν παραλαβὴν τοῦ Δελτίου των. — [808, 1010, 1112, 1063]
memorial-notice — [241, 1007, 460, 1180]
table-row — [808, 1089, 1112, 1102]
radio-item: 14.15 Βιολίστα — [14, 371, 93, 383]
uaa-aircraft-line: μὲ τὰ ταχύτατα τετρακινητήρια ἀεροπλάνα — [93, 1529, 381, 1545]
worker-number: 4133 — [1085, 1268, 1110, 1280]
worker-name: Εὐστάθ. Δ. Παπαναστασίου — [1128, 1010, 1271, 1021]
pharmacies-right — [1039, 1884, 1258, 2066]
table-row — [1126, 1304, 1588, 1317]
table-row — [1126, 1240, 1588, 1253]
radio-item: 21.55 Τὰ καλύτερα τοῦ Κοσμήματος — [241, 531, 426, 543]
worker-number: 4225 — [1561, 1189, 1586, 1201]
date-line: Παρασκευή 23 Ἰουνίου 1961 — [1374, 24, 1588, 44]
worker-number: 4245 — [1561, 1240, 1586, 1252]
worker-name: Ἰωάννης Χ. Ζαχαρίου — [1128, 1189, 1237, 1201]
radio-cairo-schedule — [14, 332, 460, 436]
pharmacy-entry: ZIZINIA- Ἀρκ. Σιλλ Τηλέφ. 42625 — [1039, 2002, 1210, 2014]
table-row — [808, 1064, 1112, 1077]
pharmacy-entry: SOUROUR- 1, ὁδὸς Ἰμπραήμ Τηλέφ. 23594 — [808, 2002, 1026, 2014]
worker-number: 4127 — [1085, 1242, 1110, 1254]
worker-name: Χαρ. Π. Κυριάκου — [810, 1358, 900, 1370]
letters-signoff: ΔΙΟΙΚΗΤΗΡΙΟΝ ΑΛΕΞΑΝΔΡΕΙΑΣ — [1228, 1369, 1486, 1385]
worker-name: Νικόλαος Κ. Κάκκος — [1128, 1086, 1234, 1098]
radio-athens-program: Βον ΠΡΟΓΡΑΜΜΑ — [365, 476, 460, 488]
